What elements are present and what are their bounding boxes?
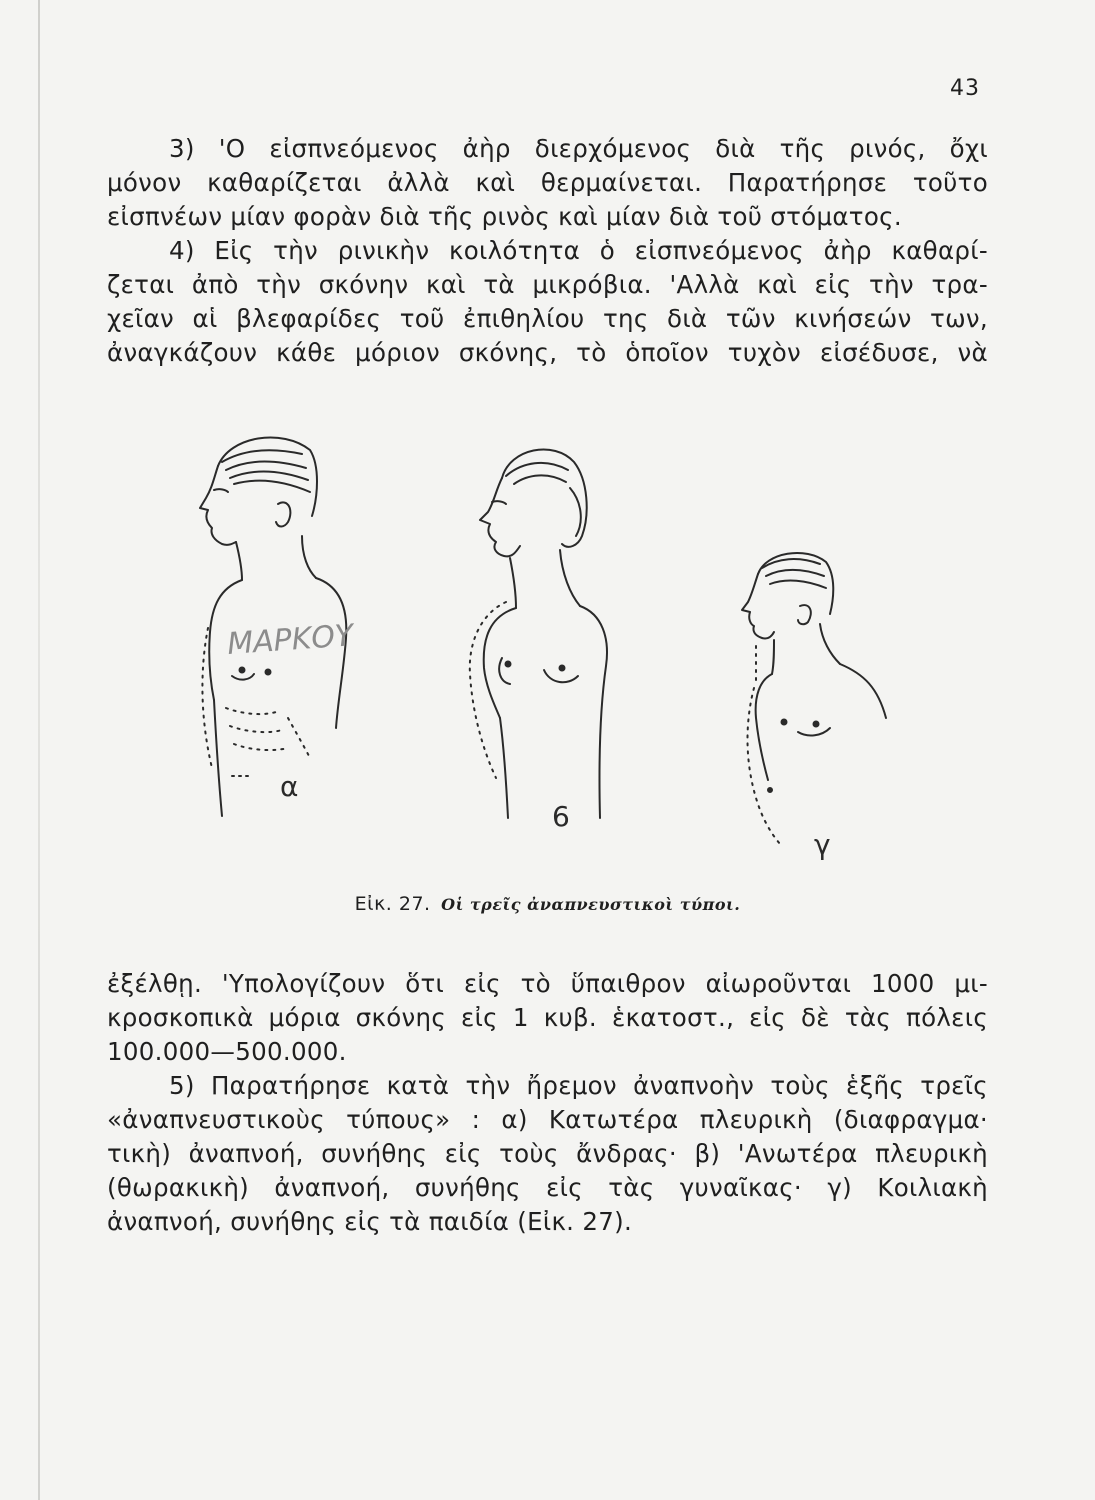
text-line: 100.000—500.000. <box>107 1037 347 1066</box>
text-line: (θωρακικὴ) ἀναπνοή, συνήθης εἰς τὰς γυναῖκας· γ) Κοιλιακὴ <box>107 1173 988 1202</box>
page-number: 43 <box>950 76 980 101</box>
figure-c-child <box>742 553 886 861</box>
text-line: 4) Εἰς τὴν ρινικὴν κοιλότητα ὁ εἰσπνεόμενος ἀὴρ καθαρί- <box>169 236 988 265</box>
text-line: ἀναγκάζουν κάθε μόριον σκόνης, τὸ ὁποῖον τυχὸν εἰσέδυσε, νὰ <box>107 338 988 367</box>
figure-a-man <box>200 437 357 816</box>
text-line: μόνον καθαρίζεται ἀλλὰ καὶ θερμαίνεται. Παρατήρησε τοῦτο <box>107 168 988 197</box>
text-line: ἐξέλθῃ. 'Υπολογίζουν ὅτι εἰς τὸ ὕπαιθρον αἰωροῦνται 1000 μι- <box>107 969 988 998</box>
text-line: χεῖαν αἱ βλεφαρίδες τοῦ ἐπιθηλίου της διὰ τῶν κινήσεών των, <box>107 304 988 333</box>
text-line: εἰσπνέων μίαν φορὰν διὰ τῆς ρινὸς καὶ μίαν διὰ τοῦ στόματος. <box>107 202 902 231</box>
figure-b-woman <box>470 449 607 833</box>
text-line: 3) 'Ο εἰσπνεόμενος ἀὴρ διερχόμενος διὰ τῆς ρινός, ὄχι <box>169 134 988 163</box>
figure-a-label: α <box>280 770 299 803</box>
text-line: 5) Παρατήρησε κατὰ τὴν ἤρεμον ἀναπνοὴν τοὺς ἑξῆς τρεῖς <box>169 1071 988 1100</box>
text-line: ἀναπνοή, συνήθης εἰς τὰ παιδία (Εἰκ. 27). <box>107 1207 633 1236</box>
figure-b-label: 6 <box>552 800 570 833</box>
figure-caption <box>0 893 1095 915</box>
text-line: κροσκοπικὰ μόρια σκόνης εἰς 1 κυβ. ἑκατοστ., εἰς δὲ τὰς πόλεις <box>107 1003 988 1032</box>
text-line: «ἀναπνευστικοὺς τύπους» : α) Κατωτέρα πλευρικὴ (διαφραγμα· <box>107 1105 988 1134</box>
page-binding-edge <box>38 0 40 1500</box>
figure-caption-title: Οἱ τρεῖς ἀναπνευστικοὶ τύποι. <box>441 895 741 914</box>
text-block-bottom <box>107 967 988 1239</box>
figure-a-inscription: ΜΑΡΚΟΥ <box>226 618 355 662</box>
text-line: ζεται ἀπὸ τὴν σκόνην καὶ τὰ μικρόβια. 'Αλλὰ καὶ εἰς τὴν τρα- <box>107 270 988 299</box>
figure-breathing-types <box>170 418 910 878</box>
figure-c-label: γ <box>814 828 831 861</box>
text-line: τικὴ) ἀναπνοή, συνήθης εἰς τοὺς ἄνδρας· β) 'Ανωτέρα πλευρικὴ <box>107 1139 988 1168</box>
figure-caption-label: Εἰκ. 27. <box>354 893 431 915</box>
text-block-top <box>107 132 988 370</box>
